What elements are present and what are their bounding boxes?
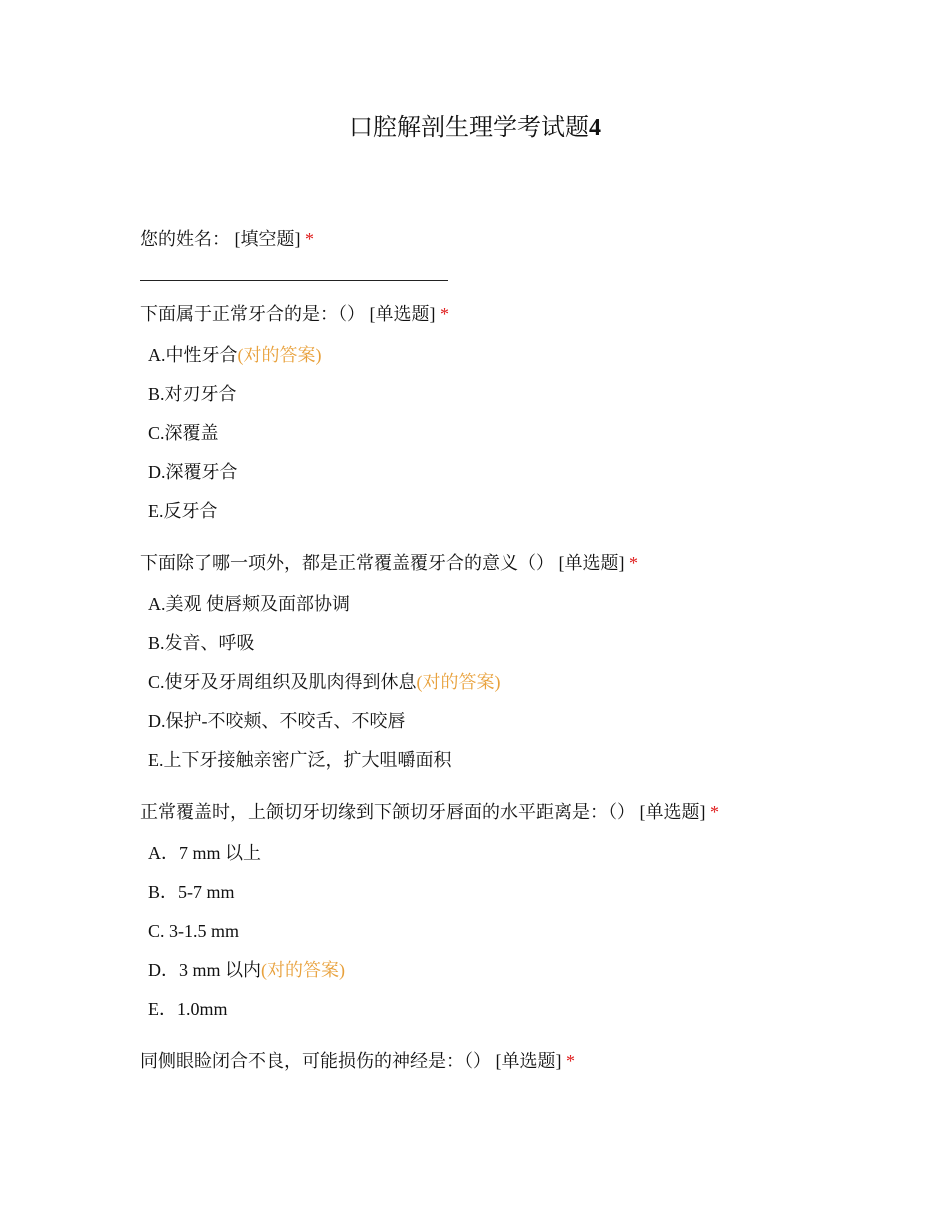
required-mark: * bbox=[440, 304, 449, 324]
option-label: D.保护-不咬颊、不咬舌、不咬唇 bbox=[148, 711, 406, 731]
option-label: C.深覆盖 bbox=[148, 423, 219, 443]
option-label: A.美观 使唇颊及面部协调 bbox=[148, 594, 350, 614]
option-label: B.发音、呼吸 bbox=[148, 633, 255, 653]
question-2 bbox=[140, 302, 449, 326]
option-3b bbox=[148, 631, 255, 655]
option-label: C.使牙及牙周组织及肌肉得到休息 bbox=[148, 672, 417, 692]
option-label: E．1.0mm bbox=[148, 999, 228, 1019]
correct-answer-tag: (对的答案) bbox=[416, 672, 501, 692]
option-4b bbox=[148, 880, 235, 904]
question-5 bbox=[140, 1049, 575, 1073]
option-2e bbox=[148, 499, 218, 523]
option-label: E.上下牙接触亲密广泛，扩大咀嚼面积 bbox=[148, 750, 452, 770]
question-text: 下面属于正常牙合的是：（） [单选题] bbox=[140, 304, 440, 324]
option-label: B.对刃牙合 bbox=[148, 384, 237, 404]
question-1 bbox=[140, 227, 314, 251]
required-mark: * bbox=[305, 229, 314, 249]
option-2b bbox=[148, 382, 237, 406]
option-label: D．3 mm 以内 bbox=[148, 960, 262, 980]
option-4e bbox=[148, 997, 228, 1021]
option-3c bbox=[148, 670, 501, 694]
option-label: A.中性牙合 bbox=[148, 345, 238, 365]
option-2a bbox=[148, 343, 322, 367]
option-label: C. 3-1.5 mm bbox=[148, 921, 240, 941]
title-number: 4 bbox=[589, 115, 601, 141]
fill-blank-line bbox=[140, 280, 448, 281]
option-2d bbox=[148, 460, 238, 484]
option-2c bbox=[148, 421, 219, 445]
required-mark: * bbox=[710, 802, 719, 822]
question-4 bbox=[140, 800, 719, 824]
option-label: E.反牙合 bbox=[148, 501, 218, 521]
option-label: D.深覆牙合 bbox=[148, 462, 238, 482]
option-4a bbox=[148, 841, 261, 865]
option-3d bbox=[148, 709, 406, 733]
question-text: 下面除了哪一项外，都是正常覆盖覆牙合的意义（） [单选题] bbox=[140, 553, 629, 573]
question-text: 同侧眼睑闭合不良，可能损伤的神经是：（） [单选题] bbox=[140, 1051, 566, 1071]
document-title bbox=[0, 112, 950, 144]
question-3 bbox=[140, 551, 638, 575]
title-text: 口腔解剖生理学考试题 bbox=[349, 115, 589, 141]
option-label: A．7 mm 以上 bbox=[148, 843, 262, 863]
correct-answer-tag: (对的答案) bbox=[261, 960, 346, 980]
option-3e bbox=[148, 748, 452, 772]
correct-answer-tag: (对的答案) bbox=[237, 345, 322, 365]
option-4d bbox=[148, 958, 345, 982]
option-3a bbox=[148, 592, 350, 616]
question-text: 正常覆盖时，上颌切牙切缘到下颌切牙唇面的水平距离是：（） [单选题] bbox=[140, 802, 710, 822]
question-text: 您的姓名： [填空题] bbox=[140, 229, 305, 249]
required-mark: * bbox=[566, 1051, 575, 1071]
option-4c bbox=[148, 919, 239, 943]
option-label: B．5-7 mm bbox=[148, 882, 235, 902]
required-mark: * bbox=[629, 553, 638, 573]
